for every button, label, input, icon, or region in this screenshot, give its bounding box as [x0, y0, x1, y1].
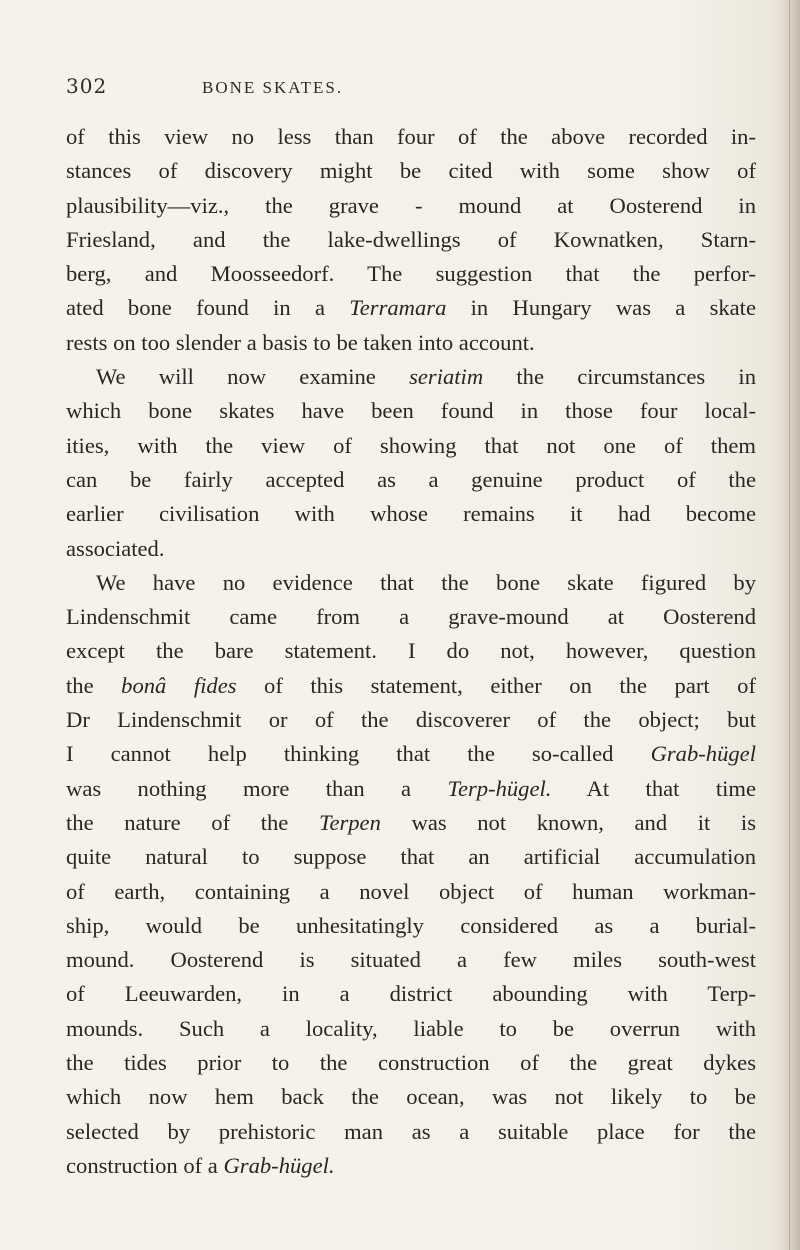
text-segment: At that time: [551, 775, 756, 801]
text-segment: Dr Lindenschmit or of the discoverer of the object; but: [66, 707, 756, 733]
text-line: [66, 120, 756, 154]
text-line: [66, 257, 756, 291]
text-segment: of Leeuwarden, in a district abounding with Terp-: [66, 981, 756, 1007]
text-line: [66, 1046, 756, 1080]
text-line: [66, 463, 756, 497]
text-segment: mounds. Such a locality, liable to be overrun with: [66, 1015, 756, 1041]
italic-text: Terpen: [318, 809, 381, 835]
text-line: [66, 394, 756, 428]
text-segment: berg, and Moosseedorf. The suggestion that the perfor-: [66, 261, 756, 287]
text-line: [66, 497, 756, 531]
text-segment: in Hungary was a skate: [446, 295, 756, 321]
text-line: [66, 909, 756, 943]
text-segment: stances of discovery might be cited with some show of: [66, 158, 756, 184]
body-text: [66, 120, 756, 1183]
text-line: [66, 189, 756, 223]
text-line: [66, 360, 756, 394]
text-segment: selected by prehistoric man as a suitable place for the: [66, 1118, 756, 1144]
italic-text: seriatim: [409, 364, 484, 390]
text-segment: associated.: [66, 535, 165, 561]
text-line: [66, 326, 756, 360]
text-segment: of this statement, either on the part of: [236, 672, 756, 698]
text-line: [66, 806, 756, 840]
text-line: [66, 634, 756, 668]
text-segment: was not known, and it is: [380, 809, 756, 835]
text-segment: ities, with the view of showing that not one of them: [66, 432, 756, 458]
text-segment: the: [66, 672, 122, 698]
text-line: [66, 840, 756, 874]
text-segment: which now hem back the ocean, was not likely to be: [66, 1084, 756, 1110]
text-segment: plausibility—viz., the grave - mound at Oosterend in: [66, 192, 756, 218]
text-segment: can be fairly accepted as a genuine product of the: [66, 466, 756, 492]
text-segment: We will now examine: [96, 364, 410, 390]
running-head: BONE SKATES.: [202, 78, 344, 97]
text-segment: I cannot help thinking that the so-called: [66, 741, 651, 767]
page-number: 302: [66, 74, 108, 98]
text-segment: which bone skates have been found in those four local-: [66, 398, 756, 424]
text-line: [66, 291, 756, 325]
text-segment: quite natural to suppose that an artificial accumulation: [66, 844, 756, 870]
text-line: [66, 429, 756, 463]
text-segment: of this view no less than four of the above recorded in-: [66, 124, 756, 149]
text-segment: was nothing more than a: [66, 775, 448, 801]
text-line: [66, 977, 756, 1011]
text-line: [66, 772, 756, 806]
italic-text: bonâ fides: [121, 672, 237, 698]
text-line: [66, 943, 756, 977]
text-segment: the nature of the: [66, 809, 319, 835]
text-line: [66, 154, 756, 188]
text-line: [66, 737, 756, 771]
italic-text: Terp-hügel.: [447, 775, 552, 801]
text-segment: ated bone found in a: [66, 295, 350, 321]
text-line: [66, 1012, 756, 1046]
italic-text: Grab-hügel: [650, 741, 756, 767]
text-segment: mound. Oosterend is situated a few miles south-west: [66, 947, 756, 973]
text-line: [66, 600, 756, 634]
text-segment: Friesland, and the lake-dwellings of Kownatken, Starn-: [66, 226, 756, 252]
italic-text: Grab-hügel.: [223, 1152, 335, 1178]
page-header: [66, 74, 706, 104]
text-line: [66, 669, 756, 703]
text-segment: Lindenschmit came from a grave-mound at Oosterend: [66, 604, 756, 630]
text-line: [66, 566, 756, 600]
text-line: [66, 223, 756, 257]
text-segment: ship, would be unhesitatingly considered as a burial-: [66, 912, 756, 938]
text-line: [66, 1080, 756, 1114]
italic-text: Terramara: [349, 295, 447, 321]
text-line: [66, 703, 756, 737]
text-segment: We have no evidence that the bone skate figured by: [96, 569, 756, 595]
text-segment: rests on too slender a basis to be taken into account.: [66, 329, 535, 355]
text-segment: except the bare statement. I do not, however, question: [66, 638, 756, 664]
text-line: [66, 1115, 756, 1149]
text-line: [66, 532, 756, 566]
text-line: [66, 1149, 756, 1183]
text-segment: construction of a: [66, 1152, 224, 1178]
text-segment: the circumstances in: [483, 364, 756, 390]
text-segment: earlier civilisation with whose remains it had become: [66, 501, 756, 527]
text-segment: the tides prior to the construction of the great dykes: [66, 1050, 756, 1076]
text-segment: of earth, containing a novel object of human workman-: [66, 878, 756, 904]
text-line: [66, 875, 756, 909]
binding-edge: [789, 0, 790, 1250]
